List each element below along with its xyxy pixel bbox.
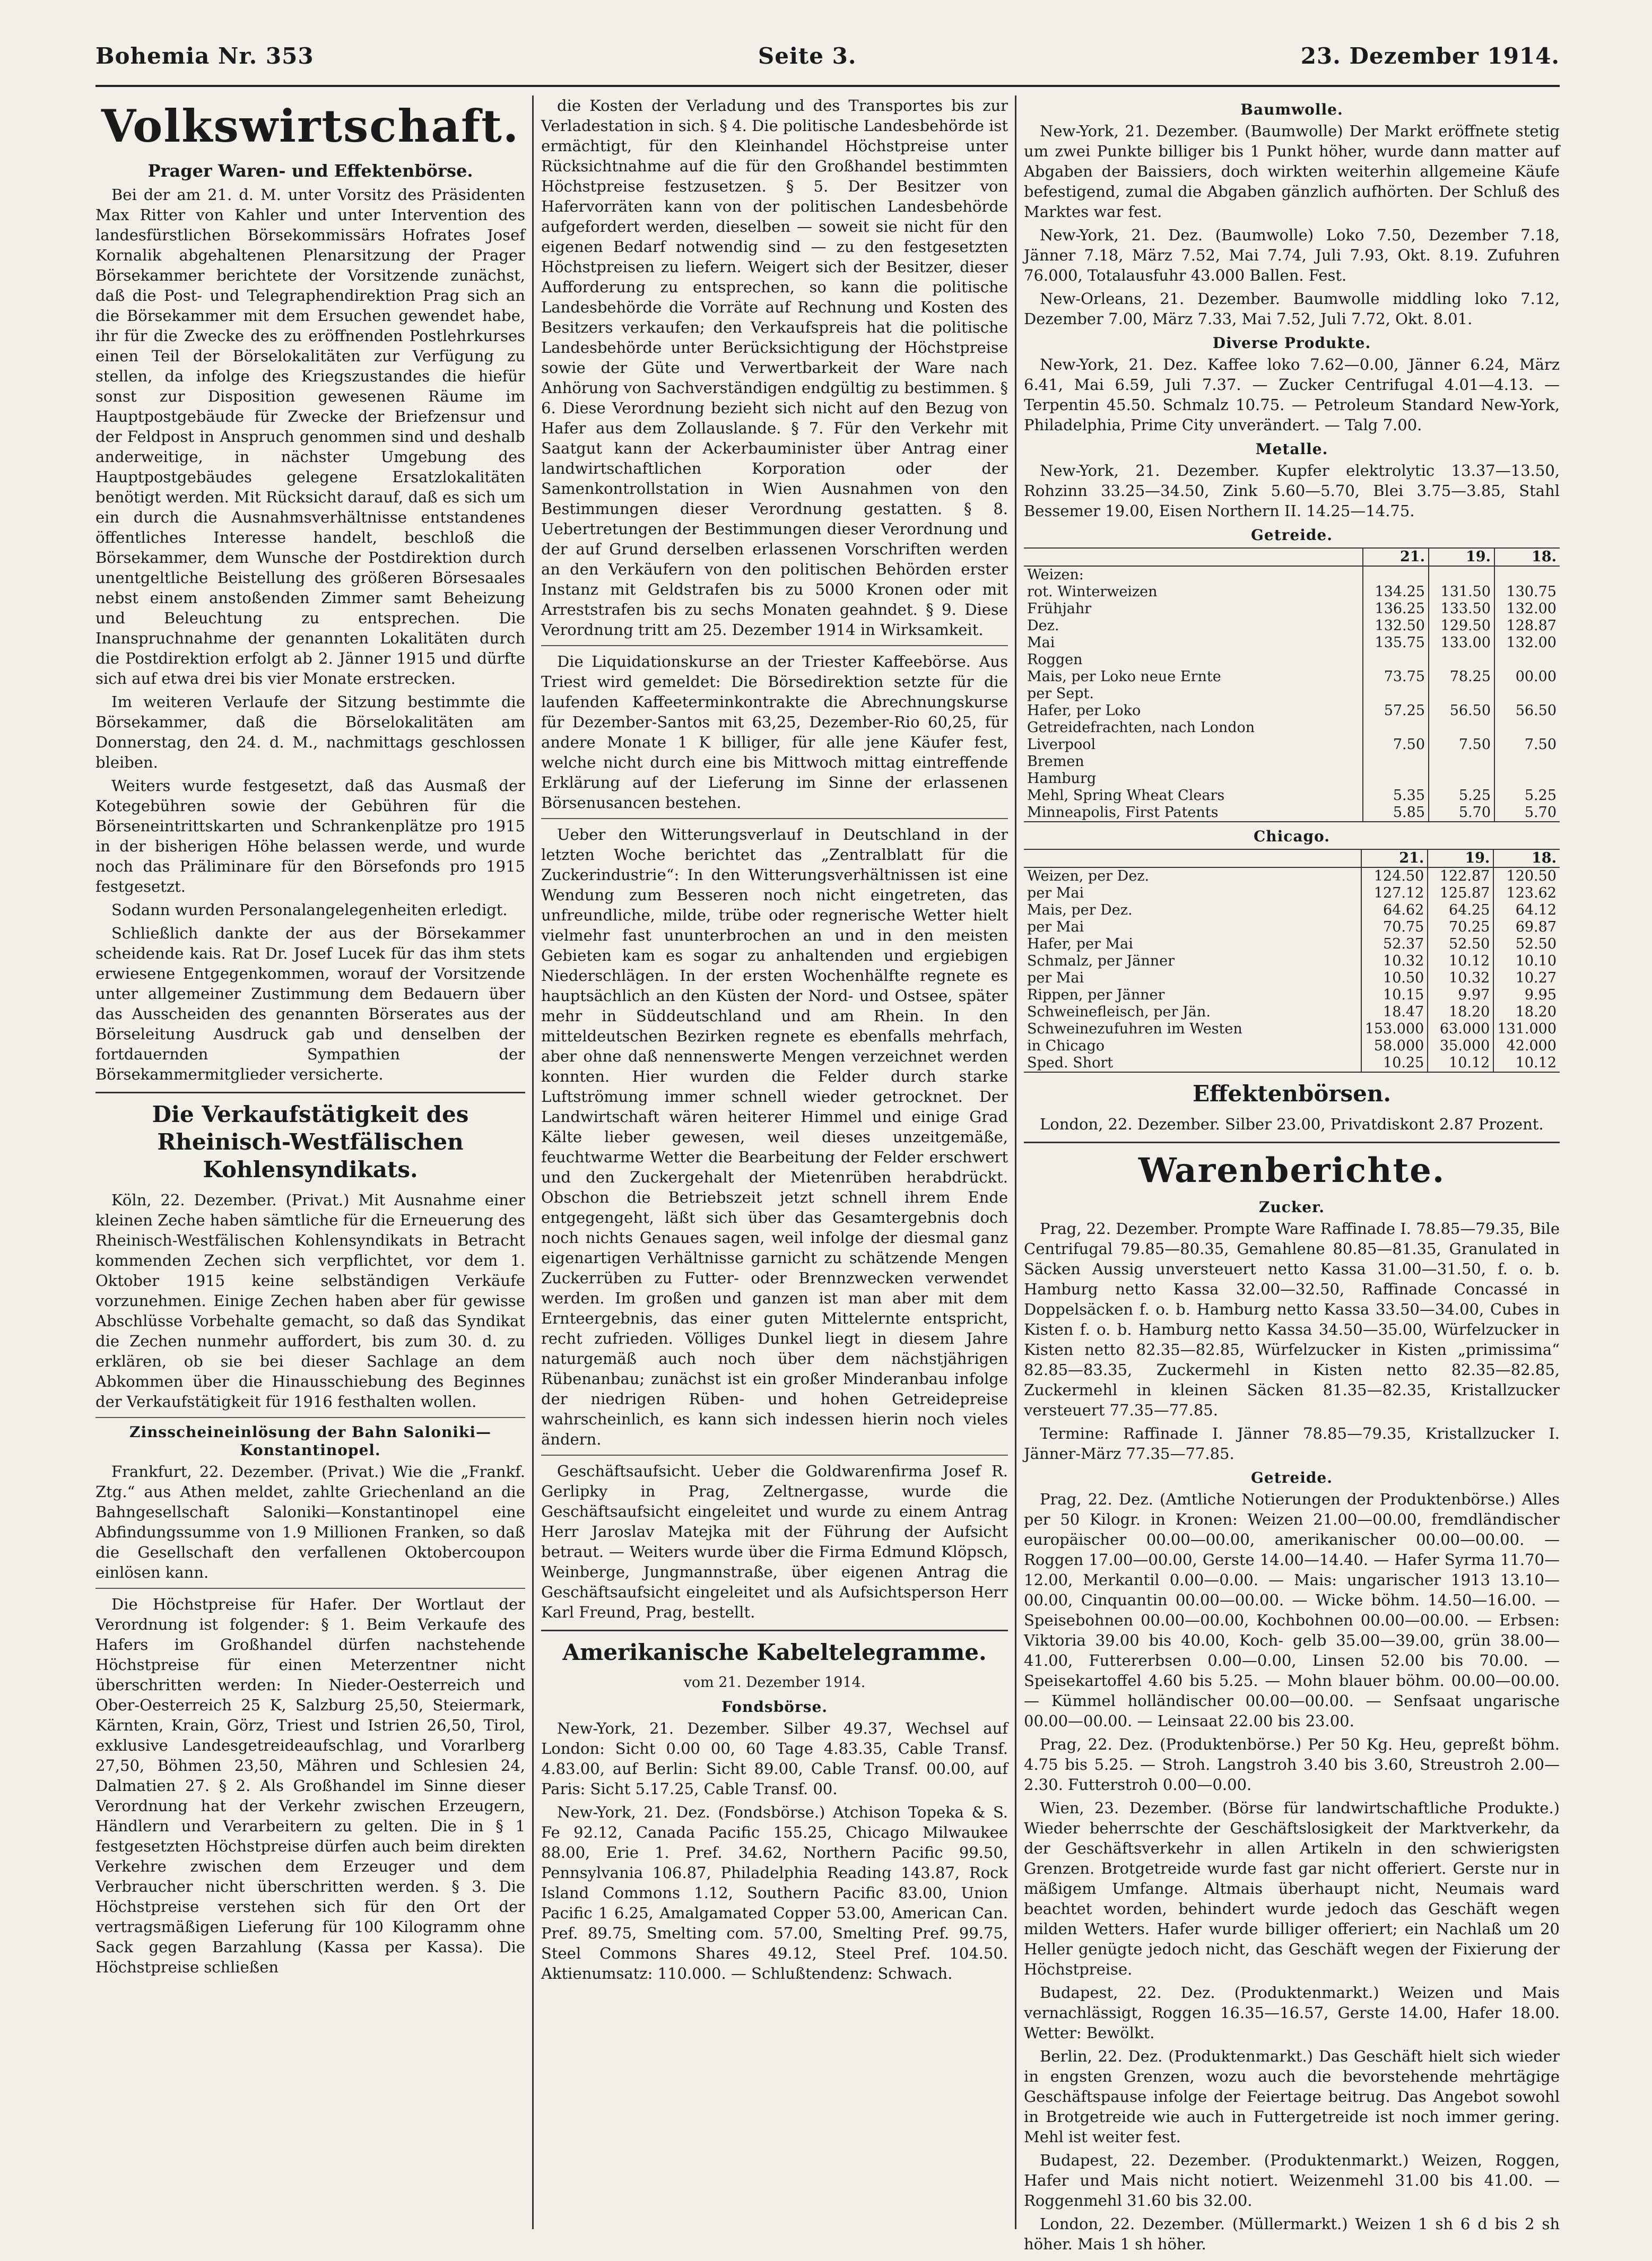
article-date: vom 21. Dezember 1914. [683, 1674, 866, 1691]
table-row [1024, 566, 1560, 584]
table-cell: 133.00 [1429, 634, 1494, 651]
article-paragraph: Köln, 22. Dezember. (Privat.) Mit Ausnahme einer kleinen Zeche haben sämtliche für die Erneuerung des Rheinisch-Westfälischen Kohlensyndikats in Betracht kommenden Zechen sich verpflichtet, vor dem 1. Oktober 1915 keine selbständigen Verkäufe vorzunehmen. Einige Zechen haben aber für gewisse Abschlüsse Vorbehalte gemacht, so daß das Syndikat die Zechen nunmehr auffordert, bis zum 30. d. zu erklären, ob sie bei dieser Sachlage an dem Abkommen über die Hinausschiebung des Beginnes der Verkaufstätigkeit für 1916 festhalten wollen. [95, 1191, 525, 1411]
table-cell [1363, 753, 1429, 770]
article-paragraph: New-York, 21. Dez. (Baumwolle) Loko 7.50, Dezember 7.18, Jänner 7.18, März 7.52, Mai 7.74, Juli 7.93, Okt. 8.19. Zufuhren 76.000, Totalausfuhr 43.000 Ballen. Fest. [1024, 226, 1560, 284]
table-cell: 52.50 [1428, 936, 1493, 953]
column-rule [532, 95, 534, 2229]
page-header [95, 32, 1560, 80]
chicago-grain-table [1024, 849, 1560, 1073]
table-cell: 18.20 [1428, 1004, 1493, 1021]
article-paragraph: Wien, 23. Dezember. (Börse für landwirtschaftliche Produkte.) Wieder beherrschte der Geschäftslosigkeit der Marktverkehr, da der Geschäftsverkehr in allen Artikeln in den schwierigsten Grenzen. Brotgetreide wurde fast gar nicht offeriert. Gerste nur in mäßigem Umfange. Altmais überhaupt nicht, Neumais ward beachtet worden, behindert wurde jedoch das Geschäft wegen milden Wetters. Hafer wurde billiger offeriert; ein Nachlaß um 20 Heller genügte jedoch nicht, das Geschäft wegen der Fixierung der Höchstpreise. [1024, 1799, 1560, 1978]
table-label-cell: Frühjahr [1024, 601, 1363, 618]
table-cell: 153.000 [1361, 1021, 1428, 1038]
table-cell: 7.50 [1429, 736, 1494, 753]
table-cell: 64.25 [1428, 902, 1493, 919]
table-label-cell: Mehl, Spring Wheat Clears [1024, 787, 1363, 804]
table-row [1024, 1055, 1560, 1072]
article-paragraph: Berlin, 22. Dez. (Produktenmarkt.) Das Geschäft hielt sich wieder in engsten Grenzen, wozu auch die bevorstehende mehrtägige Geschäftspause infolge der Feiertage beitrug. Das Angebot sowohl in Brotgetreide wie auch in Futtergetreide ist noch immer gering. Mehl ist weiter fest. [1024, 2047, 1560, 2146]
table-cell: 70.25 [1428, 919, 1493, 936]
table-label-cell: Schweinezufuhren im Westen [1024, 1021, 1361, 1038]
table-cell: 122.87 [1428, 867, 1493, 885]
table-cell: 10.32 [1361, 953, 1428, 970]
table-cell: 64.12 [1515, 902, 1557, 918]
column-2 [541, 95, 1008, 2229]
table-label-cell: Mais, per Loko neue Ernte [1024, 668, 1363, 685]
table-cell: 78.25 [1429, 668, 1494, 685]
table-label-cell: in Chicago [1024, 1038, 1361, 1055]
article-title: Amerikanische Kabeltelegramme. [562, 1639, 987, 1665]
table-cell: 135.75 [1363, 634, 1429, 651]
table-cell: 123.62 [1506, 885, 1557, 901]
table-row [1024, 634, 1560, 651]
table-cell [1363, 719, 1429, 736]
table-cell: 70.75 [1361, 919, 1428, 936]
table-label-cell: Getreidefrachten, nach London [1024, 719, 1363, 736]
article-paragraph: Bei der am 21. d. M. unter Vorsitz des Präsidenten Max Ritter von Kahler und unter Intervention des landesfürstlichen Börsekommissärs Hofrates Josef Kornalik abgehaltenen Plenarsitzung der Prager Börsekammer berichtete der Vorsitzende zunächst, daß die Post- und Telegraphendirektion Prag sich an die Börsekammer mit dem Ersuchen gewendet habe, ihr für die Zwecke des zu eröffnenden Postlehrkurses einen Teil der Börselokalitäten zur Verfügung zu stellen, da infolge des Kriegszustandes die hiefür sonst zur Disposition gewesenen Räume im Hauptpostgebäude für Zwecke der Briefzensur und der Feldpost in Anspruch genommen sind und deshalb anderweitige, in nächster Umgebung des Hauptpostgebäudes gelegene Ersatzlokalitäten benötigt werden. Mit Rücksicht darauf, daß es sich um ein durch die Ausnahmsverhältnisse entstandenes öffentliches Interesse handelt, beschloß die Börsekammer, dem Wunsche der Postdirektion durch unentgeltliche Beistellung des größeren Börsesaales nebst einem anstoßenden Zimmer samt Beheizung und Beleuchtung zu entsprechen. Die Inanspruchnahme der genannten Lokalitäten durch die Postdirektion erfolgt ab 2. Jänner 1915 und dürfte sich auf etwa drei bis vier Monate erstrecken. [95, 186, 525, 688]
table-cell: 5.25 [1429, 787, 1494, 804]
table-cell: 10.50 [1361, 970, 1428, 987]
table-cell [1494, 753, 1560, 770]
article-paragraph: Weiters wurde festgesetzt, daß das Ausmaß der Kotegebühren sowie der Gebühren für die Börseneintrittskarten und Schrankenplätze pro 1915 in der bisherigen Höhe belassen werde, und wurde noch das Präliminare für den Börsefonds pro 1915 festgesetzt. [95, 777, 525, 895]
article-paragraph: Die Höchstpreise für Hafer. Der Wortlaut der Verordnung ist folgender: § 1. Beim Verkaufe des Hafers im Großhandel dürfen nachstehende Höchstpreise für einen Meterzentner nicht überschritten werden: In Nieder-Oesterreich und Ober-Oesterreich 25 K, Salzburg 25,50, Steiermark, Kärnten, Krain, Görz, Triest und Istrien 26,50, Tirol, exklusive Landesgetreideaufschlag, und Vorarlberg 27,50, Böhmen 23,50, Mähren und Schlesien 24, Dalmatien 27. § 2. Als Großhandel im Sinne dieser Verordnung hat der Verkehr zwischen Erzeugern, Händlern und Verarbeitern zu gelten. Die in § 1 festgesetzten Höchstpreise dürfen auch beim direkten Verkehre zwischen dem Erzeuger und dem Verbraucher nicht überschritten werden. § 3. Die Höchstpreise verstehen sich für den Ort der vertragsmäßigen Lieferung für 100 Kilogramm ohne Sack gegen Barzahlung (Kassa per Kassa). Die Höchstpreise schließen [95, 1595, 525, 1976]
table-cell: 130.75 [1506, 584, 1557, 600]
table-label-cell: per Mai [1024, 885, 1361, 902]
table-cell: 18.47 [1361, 1004, 1428, 1021]
table-row [1024, 618, 1560, 634]
table-label-cell: Weizen, per Dez. [1024, 867, 1361, 885]
header-issue: Bohemia Nr. 353 [95, 42, 314, 69]
subsection-title: Baumwolle. [1240, 101, 1343, 118]
table-row [1024, 584, 1560, 601]
divider [541, 818, 1008, 819]
table-cell: 127.12 [1361, 885, 1428, 902]
article-title: Zinsscheineinlösung der Bahn Saloniki—Konstantinopel. [129, 1423, 491, 1459]
table-row [1024, 953, 1560, 970]
table-cell: 9.97 [1428, 987, 1493, 1004]
table-cell [1363, 685, 1429, 702]
table-header-row [1024, 849, 1560, 867]
table-cell [1494, 770, 1560, 787]
subsection-title: Diverse Produkte. [1212, 334, 1371, 352]
article-paragraph: Ueber den Witterungsverlauf in Deutschland in der letzten Woche berichtet das „Zentralblatt für die Zuckerindustrie“: In den Witterungsverhältnissen ist eine Wendung zum Besseren noch nicht eingetreten, das unfreundliche, milde, trübe oder regnerische Wetter hielt vielmehr fast ununterbrochen an und in den meisten Gebieten kam es sogar zu anhaltenden und ergiebigen Niederschlägen. In der ersten Wochenhälfte regnete es hauptsächlich an den Küsten der Nord- und Ostsee, später mehr in Süddeutschland und am Rhein. In den mitteldeutschen Bezirken regnete es ebenfalls mehrfach, aber ohne daß nennenswerte Mengen verzeichnet werden konnten. Hier wurden die Felder durch starke Luftströmung immer schnell wieder getrocknet. Der Landwirtschaft wären heiterer Himmel und einige Grad Kälte lieber gewesen, weil dieses unzeitgemäße, feuchtwarme Wetter die Bearbeitung der Felder erschwert und den Zuckergehalt der Mietenrüben herabdrückt. Obschon die Betriebszeit jetzt schnell ihrem Ende entgegengeht, läßt sich über das Gesamtergebnis doch noch nichts Genaues sagen, weil infolge der diesmal ganz eigenartigen Verhältnisse garnicht zu schätzende Mengen Zuckerrüben zu Futter- oder Brennzwecken verwendet werden. Im großen und ganzen ist man aber mit dem Ernteergebnis, das einer guten Mittelernte entspricht, recht zufrieden. Völliges Dunkel liegt in diesem Jahre naturgemäß auch noch über dem nächstjährigen Rübenanbau; zunächst ist ein großer Minderanbau infolge der niedrigen Rüben- und hohen Getreidepreise wahrscheinlich, es kann sich indessen hierin noch vieles ändern. [541, 825, 1008, 1448]
table-label-cell: per Sept. [1024, 685, 1363, 702]
table-cell: 128.87 [1506, 618, 1557, 634]
table-header-cell: 21. [1361, 849, 1428, 867]
table-cell: 129.50 [1429, 618, 1494, 634]
table-cell: 57.25 [1363, 702, 1429, 719]
table-row [1024, 987, 1560, 1004]
table-row [1024, 1021, 1560, 1038]
table-cell [1429, 651, 1494, 668]
section-title: Volkswirtschaft. [101, 100, 520, 152]
table-label-cell: Hafer, per Loko [1024, 702, 1363, 719]
table-label-cell: Roggen [1024, 651, 1363, 668]
table-cell: 5.70 [1524, 804, 1557, 821]
table-cell: 56.50 [1515, 702, 1557, 719]
table-cell [1494, 685, 1560, 702]
divider [1024, 1142, 1560, 1143]
table-row [1024, 770, 1560, 787]
table-header-row [1024, 548, 1560, 566]
table-cell: 133.50 [1429, 601, 1494, 618]
table-row [1024, 902, 1560, 919]
article-paragraph: New-York, 21. Dez. (Fondsbörse.) Atchison Topeka & S. Fe 92.12, Canada Pacific 155.25, Chicago Milwaukee 88.00, Erie 1. Pref. 34.62, Northern Pacific 99.50, Pennsylvania 106.87, Philadelphia Reading 143.87, Rock Island Commons 1.12, Southern Pacific 83.00, Union Pacific 1 6.25, Amalgamated Copper 53.00, American Can. Pref. 89.75, Smelting com. 57.00, Smelting Pref. 99.75, Steel Commons Shares 49.12, Steel Pref. 104.50. Aktienumsatz: 110.000. — Schlußtendenz: Schwach. [541, 1803, 1008, 1982]
table-cell: 132.50 [1363, 618, 1429, 634]
article-paragraph: Termine: Raffinade I. Jänner 78.85—79.35, Kristallzucker I. Jänner-März 77.35—77.85. [1024, 1424, 1560, 1463]
table-row [1024, 885, 1560, 902]
article-paragraph: New-York, 21. Dez. Kaffee loko 7.62—0.00, Jänner 6.24, März 6.41, Mai 6.59, Juli 7.37. — Zucker Centrifugal 4.01—4.13. — Terpentin 45.50. Schmalz 10.75. — Petroleum Standard New-York, Philadelphia, Prime City unverändert. — Talg 7.00. [1024, 355, 1560, 434]
table-cell: 58.000 [1361, 1038, 1428, 1055]
table-cell: 5.25 [1524, 787, 1557, 804]
table-cell: 00.00 [1515, 668, 1557, 685]
table-cell [1429, 753, 1494, 770]
subsection-title: Chicago. [1254, 828, 1330, 845]
table-row [1024, 753, 1560, 770]
table-label-cell: per Mai [1024, 970, 1361, 987]
table-row [1024, 804, 1560, 822]
article-title: Effektenbörsen. [1192, 1081, 1391, 1107]
article-paragraph: Im weiteren Verlaufe der Sitzung bestimmte die Börsekammer, daß die Börselokalitäten am Donnerstag, den 24. d. M., nachmittags geschlossen bleiben. [95, 693, 525, 771]
subsection-title: Zucker. [1259, 1198, 1325, 1216]
table-cell: 56.50 [1429, 702, 1494, 719]
article-paragraph: Budapest, 22. Dez. (Produktenmarkt.) Weizen und Mais vernachlässigt, Roggen 16.35—16.57, Gerste 14.00, Hafer 18.00. Wetter: Bewölkt. [1024, 1984, 1560, 2042]
article-paragraph: Prag, 22. Dez. (Produktenbörse.) Per 50 Kg. Heu, gepreßt böhm. 4.75 bis 5.25. — Stroh. Langstroh 3.40 bis 3.60, Streustroh 2.00—2.30. Futterstroh 0.00—0.00. [1024, 1735, 1560, 1794]
table-cell: 10.27 [1515, 970, 1557, 986]
table-cell [1363, 651, 1429, 668]
table-row [1024, 651, 1560, 668]
table-cell: 5.35 [1363, 787, 1429, 804]
table-cell: 10.32 [1428, 970, 1493, 987]
article-paragraph: New-York, 21. Dezember. (Baumwolle) Der Markt eröffnete stetig um zwei Punkte billiger bis 1 Punkt höher, wurde dann matter auf Abgaben der Baissiers, doch wirkten weiterhin allgemeine Käufe befestigend, zumal die Abgaben gänzlich aufhörten. Der Schluß des Marktes war fest. [1024, 122, 1560, 221]
table-label-cell: Mais, per Dez. [1024, 902, 1361, 919]
table-label-cell: rot. Winterweizen [1024, 584, 1363, 601]
table-cell: 52.50 [1515, 936, 1557, 952]
article-paragraph: London, 22. Dezember. Silber 23.00, Privatdiskont 2.87 Prozent. [1040, 1115, 1544, 1133]
newyork-grain-table [1024, 547, 1560, 822]
table-cell [1494, 651, 1560, 668]
subsection-title: Metalle. [1255, 440, 1328, 458]
table-cell: 10.12 [1428, 953, 1493, 970]
divider [95, 1092, 525, 1093]
table-row [1024, 685, 1560, 702]
table-header-cell: 18. [1493, 849, 1560, 867]
table-cell: 10.15 [1361, 987, 1428, 1004]
divider [95, 1417, 525, 1418]
table-label-cell: Weizen: [1024, 566, 1363, 584]
table-label-cell: Hamburg [1024, 770, 1363, 787]
article-paragraph: New-York, 21. Dezember. Kupfer elektrolytic 13.37—13.50, Rohzinn 33.25—34.50, Zink 5.60—5.70, Blei 3.75—3.85, Stahl Bessemer 19.00, Eisen Northern II. 14.25—14.75. [1024, 462, 1560, 520]
article-paragraph: Prag, 22. Dezember. Prompte Ware Raffinade I. 78.85—79.35, Bile Centrifugal 79.85—80.35, Gemahlene 80.85—81.35, Granulated in Säcken Aussig unversteuert netto Kassa 31.00—31.50, f. o. b. Hamburg netto Kassa 32.00—32.50, Raffinade Concassé in Doppelsäcken f. o. b. Hamburg netto Kassa 33.50—34.00, Cubes in Kisten f. o. b. Hamburg netto Kassa 34.50—35.00, Würfelzucker in Kisten netto 82.35—82.85, Würfelzucker in Kisten „primissima“ 82.85—83.35, Zuckermehl in Kisten netto 82.35—82.85, Zuckermehl in kleinen Säcken 81.35—82.35, Kristallzucker versteuert 77.35—77.85. [1024, 1220, 1560, 1419]
column-rule [1015, 95, 1016, 2229]
table-label-cell: Rippen, per Jänner [1024, 987, 1361, 1004]
table-header-cell: 18. [1494, 548, 1560, 566]
table-row [1024, 1004, 1560, 1021]
article-title: Prager Waren- und Effektenbörse. [147, 161, 473, 181]
article-paragraph: Frankfurt, 22. Dezember. (Privat.) Wie die „Frankf. Ztg.“ aus Athen meldet, zahlte Griechenland an die Bahngesellschaft Saloniki—Konstantinopel eine Abfindungssumme von 1.9 Millionen Franken, so daß die Gesellschaft den verfallenen Oktobercoupon einlösen kann. [95, 1463, 525, 1581]
table-cell: 124.50 [1361, 867, 1428, 885]
article-paragraph: New-Orleans, 21. Dezember. Baumwolle middling loko 7.12, Dezember 7.00, März 7.33, Mai 7.52, Juli 7.72, Okt. 8.01. [1024, 290, 1560, 328]
table-cell: 120.50 [1506, 868, 1557, 884]
article-paragraph: die Kosten der Verladung und des Transportes bis zur Verladestation in sich. § 4. Die politische Landesbehörde ist ermächtigt, für den Kleinhandel Höchstpreise unter Rücksichtnahme auf die für den Großhandel bestimmten Höchstpreise festzusetzen. § 5. Der Besitzer von Hafervorräten kann von der politischen Landesbehörde aufgefordert werden, dieselben — soweit sie nicht für den eigenen Bedarf notwendig sind — zu den festgesetzten Höchstpreisen zu liefern. Weigert sich der Besitzer, dieser Aufforderung zu entsprechen, so kann die politische Landesbehörde die Vorräte auf Rechnung und Kosten des Besitzers verkaufen; den Verkaufspreis hat die politische Landesbehörde unter Berücksichtigung der Höchstpreise sowie der Güte und Verwertbarkeit der Ware nach Anhörung von Sachverständigen endgültig zu bestimmen. § 6. Diese Verordnung bezieht sich nicht auf den Bezug von Hafer aus dem Zollauslande. § 7. Für den Verkehr mit Saatgut kann der Ackerbauminister über Antrag einer landwirtschaftlichen Korporation oder der Samenkontrollstation in Wien Ausnahmen von den Bestimmungen dieser Verordnung gestatten. § 8. Uebertretungen der Bestimmungen dieser Verordnung und der auf Grund derselben erlassenen Vorschriften werden an den Verkäufern von den politischen Behörden erster Instanz mit Geldstrafen bis zu 5000 Kronen oder mit Arreststrafen bis zu sechs Monaten geahndet. § 9. Diese Verordnung tritt am 25. Dezember 1914 in Wirksamkeit. [541, 97, 1008, 639]
table-row [1024, 970, 1560, 987]
table-cell: 131.000 [1497, 1021, 1557, 1037]
article-paragraph: Schließlich dankte der aus der Börsekammer scheidende kais. Rat Dr. Josef Lucek für das ihm stets erwiesene Entgegenkommen, worauf der Vorsitzende unter allgemeiner Zustimmung dem Bedauern über das Ausscheiden des genannten Börserates aus der Börseleitung Ausdruck gab und denselben der fortdauernden Sympathien der Börsekammermitglieder versicherte. [95, 924, 525, 1083]
table-cell: 5.70 [1429, 804, 1494, 822]
divider [541, 645, 1008, 646]
table-cell: 134.25 [1363, 584, 1429, 601]
table-row [1024, 601, 1560, 618]
subsection-title: Getreide. [1250, 526, 1333, 544]
table-row [1024, 867, 1560, 885]
table-label-cell: Schmalz, per Jänner [1024, 953, 1361, 970]
table-cell: 73.75 [1363, 668, 1429, 685]
article-paragraph: Die Liquidationskurse an der Triester Kaffeebörse. Aus Triest wird gemeldet: Die Börsedirektion setzte für die laufenden Kaffeeterminkontrakte die Abrechnungskurse für Dezember-Santos mit 63,25, Dezember-Rio 60,25, für andere Monate 1 K billiger, für alle jene Käufer fest, welche nicht durch eine bis Mittwoch mittag eintreffende Erklärung auf der Lieferung im Sinne der erlassenen Börsenusancen bestehen. [541, 653, 1008, 812]
table-row [1024, 719, 1560, 736]
table-header-cell: 19. [1428, 849, 1493, 867]
article-paragraph: New-York, 21. Dezember. Silber 49.37, Wechsel auf London: Sicht 0.00 00, 60 Tage 4.83.35, Cable Transf. 4.83.00, auf Berlin: Sicht 89.00, Cable Transf. 00.00, auf Paris: Sicht 5.17.25, Cable Transf. 00. [541, 1719, 1008, 1798]
table-row [1024, 936, 1560, 953]
table-row [1024, 919, 1560, 936]
column-3 [1024, 95, 1560, 2253]
table-cell: 10.12 [1428, 1055, 1493, 1072]
table-row [1024, 736, 1560, 753]
article-paragraph: Budapest, 22. Dezember. (Produktenmarkt.) Weizen, Roggen, Hafer und Mais nicht notiert. Weizenmehl 31.00 bis 41.00. — Roggenmehl 31.60 bis 32.00. [1024, 2151, 1560, 2210]
table-row [1024, 787, 1560, 804]
table-cell: 18.20 [1515, 1004, 1557, 1020]
subsection-title: Getreide. [1250, 1469, 1333, 1486]
table-cell [1494, 566, 1560, 584]
header-rule [95, 85, 1560, 87]
article-paragraph: London, 22. Dezember. (Müllermarkt.) Weizen 1 sh 6 d bis 2 sh höher. Mais 1 sh höher. [1024, 2215, 1560, 2253]
column-1 [95, 95, 525, 2229]
table-cell: 132.00 [1506, 634, 1557, 651]
table-cell [1024, 849, 1361, 867]
table-cell: 10.12 [1515, 1055, 1557, 1071]
table-cell [1429, 770, 1494, 787]
table-row [1024, 668, 1560, 685]
subsection-title: Fondsbörse. [721, 1698, 828, 1716]
table-cell [1024, 548, 1363, 566]
divider [541, 1630, 1008, 1631]
table-cell: 10.25 [1361, 1055, 1428, 1072]
table-cell [1363, 770, 1429, 787]
table-row [1024, 1038, 1560, 1055]
header-date: 23. Dezember 1914. [1300, 42, 1560, 69]
table-cell [1429, 719, 1494, 736]
table-cell: 7.50 [1363, 736, 1429, 753]
table-label-cell: Minneapolis, First Patents [1024, 804, 1363, 822]
table-label-cell: per Mai [1024, 919, 1361, 936]
table-cell: 63.000 [1428, 1021, 1493, 1038]
table-cell: 42.000 [1506, 1038, 1557, 1054]
table-cell [1494, 719, 1560, 736]
table-cell [1363, 566, 1429, 584]
table-cell: 125.87 [1428, 885, 1493, 902]
article-paragraph: Geschäftsaufsicht. Ueber die Goldwarenfirma Josef R. Gerlipky in Prag, Zeltnergasse, wurde die Geschäftsaufsicht eingeleitet und wurde zu einem Antrag Herr Jaroslav Matejka mit der Führung der Aufsicht betraut. — Weiters wurde über die Firma Edmund Klöpsch, Weinberge, Jungmannstraße, über eigenen Antrag die Geschäftsaufsicht eingeleitet und als Aufsichtsperson Herr Karl Freund, Prag, bestellt. [541, 1462, 1008, 1621]
table-cell: 52.37 [1361, 936, 1428, 953]
table-cell: 69.87 [1515, 919, 1557, 935]
divider [541, 1455, 1008, 1456]
header-page-number: Seite 3. [758, 42, 857, 69]
table-cell: 7.50 [1524, 736, 1557, 753]
table-cell: 64.62 [1361, 902, 1428, 919]
table-label-cell: Hafer, per Mai [1024, 936, 1361, 953]
table-cell: 35.000 [1428, 1038, 1493, 1055]
table-cell: 5.85 [1363, 804, 1429, 822]
table-label-cell: Dez. [1024, 618, 1363, 634]
article-title: Die Verkaufstätigkeit des Rheinisch-Westfälischen Kohlensyndikats. [152, 1101, 469, 1182]
table-cell: 10.10 [1515, 953, 1557, 969]
table-label-cell: Bremen [1024, 753, 1363, 770]
section-title: Warenberichte. [1138, 1151, 1446, 1190]
table-cell [1429, 685, 1494, 702]
article-paragraph: Prag, 22. Dez. (Amtliche Notierungen der Produktenbörse.) Alles per 50 Kilogr. in Kronen: Weizen 21.00—00.00, fremdländischer europäischer 00.00—00.00, amerikanischer 00.00—00.00. — Roggen 17.00—00.00, Gerste 14.00—14.40. — Hafer Syrma 11.70—12.00, Merkantil 0.00—0.00. — Mais: ungarischer 1913 13.10—00.00, Cinquantin 00.00—00.00. — Wicke böhm. 14.50—16.00. — Speisebohnen 00.00—00.00, Kochbohnen 00.00—00.00. — Erbsen: Viktoria 39.00 bis 40.00, Koch- gelb 35.00—39.00, grün 38.00—41.00, Futtererbsen 0.00—0.00, Linsen 52.00 bis 70.00. — Speisekartoffel 4.60 bis 5.25. — Mohn blauer böhm. 00.00—00.00. — Kümmel holländischer 00.00—00.00. — Senfsaat ungarische 00.00—00.00. — Leinsaat 22.00 bis 23.00. [1024, 1490, 1560, 1730]
article-paragraph: Sodann wurden Personalangelegenheiten erledigt. [111, 901, 508, 919]
table-row [1024, 702, 1560, 719]
table-cell: 131.50 [1429, 584, 1494, 601]
table-header-cell: 19. [1429, 548, 1494, 566]
table-cell: 132.00 [1506, 601, 1557, 617]
divider [95, 1588, 525, 1589]
table-label-cell: Sped. Short [1024, 1055, 1361, 1072]
table-header-cell: 21. [1363, 548, 1429, 566]
table-cell: 9.95 [1524, 987, 1557, 1003]
table-label-cell: Liverpool [1024, 736, 1363, 753]
table-cell [1429, 566, 1494, 584]
table-label-cell: Schweinefleisch, per Jän. [1024, 1004, 1361, 1021]
table-cell: 136.25 [1363, 601, 1429, 618]
table-label-cell: Mai [1024, 634, 1363, 651]
